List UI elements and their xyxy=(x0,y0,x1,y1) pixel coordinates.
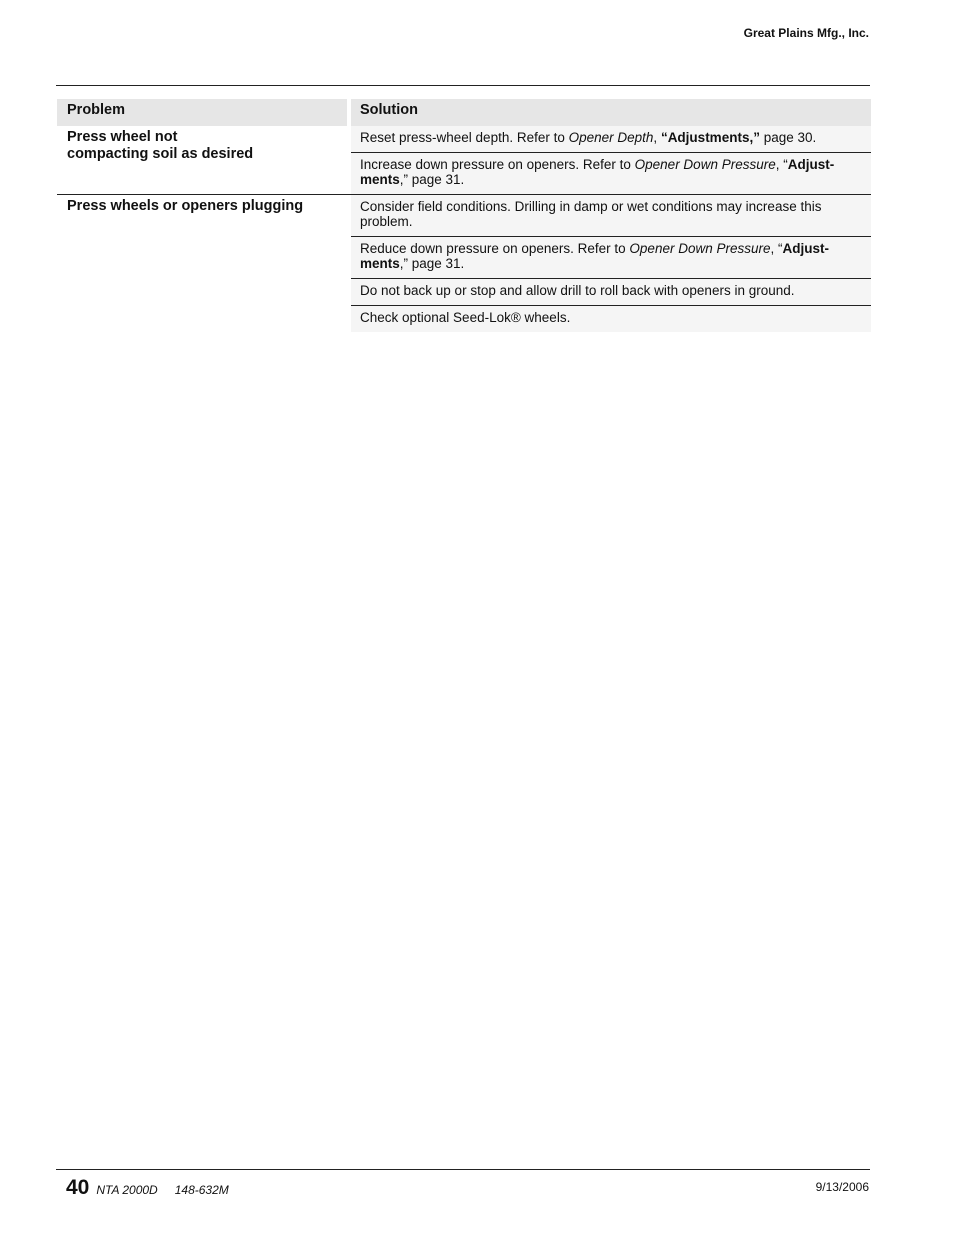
column-header-problem: Problem xyxy=(57,99,347,126)
solution-text: Opener Down Pressure xyxy=(629,241,771,256)
top-rule xyxy=(56,85,870,86)
bottom-rule xyxy=(56,1169,870,1170)
problem-text: compacting soil as desired xyxy=(67,146,254,162)
solution-text: Opener Depth xyxy=(568,130,654,145)
page-number: 40 xyxy=(66,1176,90,1199)
solution-text: , xyxy=(653,130,661,145)
footer-date: 9/13/2006 xyxy=(815,1180,869,1194)
solution-text: Do not back up or stop and allow drill to roll back with openers in ground. xyxy=(360,283,795,298)
solution-text: ments xyxy=(360,172,400,187)
table-row xyxy=(57,126,871,194)
solution-text: , “ xyxy=(770,241,783,256)
solution-text: Adjust- xyxy=(782,241,829,256)
solution-text: Reset press-wheel depth. Refer to xyxy=(360,130,569,145)
footer-left xyxy=(66,1176,229,1200)
problem-text: Press wheel not xyxy=(67,129,178,145)
solution-item xyxy=(351,236,871,278)
solutions-cell xyxy=(351,126,871,194)
table-body xyxy=(57,126,871,332)
solution-text: Reduce down pressure on openers. Refer to xyxy=(360,241,630,256)
table-header-row xyxy=(57,99,871,126)
solution-item xyxy=(351,152,871,194)
solution-text: Check optional Seed-Lok® wheels. xyxy=(360,310,571,325)
solution-text: problem. xyxy=(360,214,413,229)
solution-item xyxy=(351,305,871,332)
document-model: NTA 2000D xyxy=(96,1183,158,1197)
solution-text: , “ xyxy=(775,157,788,172)
problem-cell xyxy=(57,126,351,194)
solution-text: “Adjustments,” xyxy=(660,130,760,145)
solution-text: Opener Down Pressure xyxy=(634,157,776,172)
solution-text: page 30. xyxy=(759,130,817,145)
solution-text: ,” page 31. xyxy=(399,172,465,187)
solution-text: Adjust- xyxy=(787,157,835,172)
column-header-solution: Solution xyxy=(351,99,871,126)
solution-text: Increase down pressure on openers. Refer to xyxy=(360,157,635,172)
solution-text: Consider field conditions. Drilling in damp or wet conditions may increase this xyxy=(360,199,822,214)
solution-item xyxy=(351,126,871,152)
table-row xyxy=(57,194,871,332)
solution-text: ments xyxy=(360,256,400,271)
document-part-number: 148-632M xyxy=(174,1183,229,1197)
solution-item xyxy=(351,278,871,305)
solution-item xyxy=(351,195,871,236)
problem-cell xyxy=(57,195,351,332)
company-name: Great Plains Mfg., Inc. xyxy=(743,26,869,40)
solution-text: ,” page 31. xyxy=(399,256,465,271)
problem-text: Press wheels or openers plugging xyxy=(67,198,304,214)
solutions-cell xyxy=(351,195,871,332)
troubleshooting-table xyxy=(57,99,871,332)
